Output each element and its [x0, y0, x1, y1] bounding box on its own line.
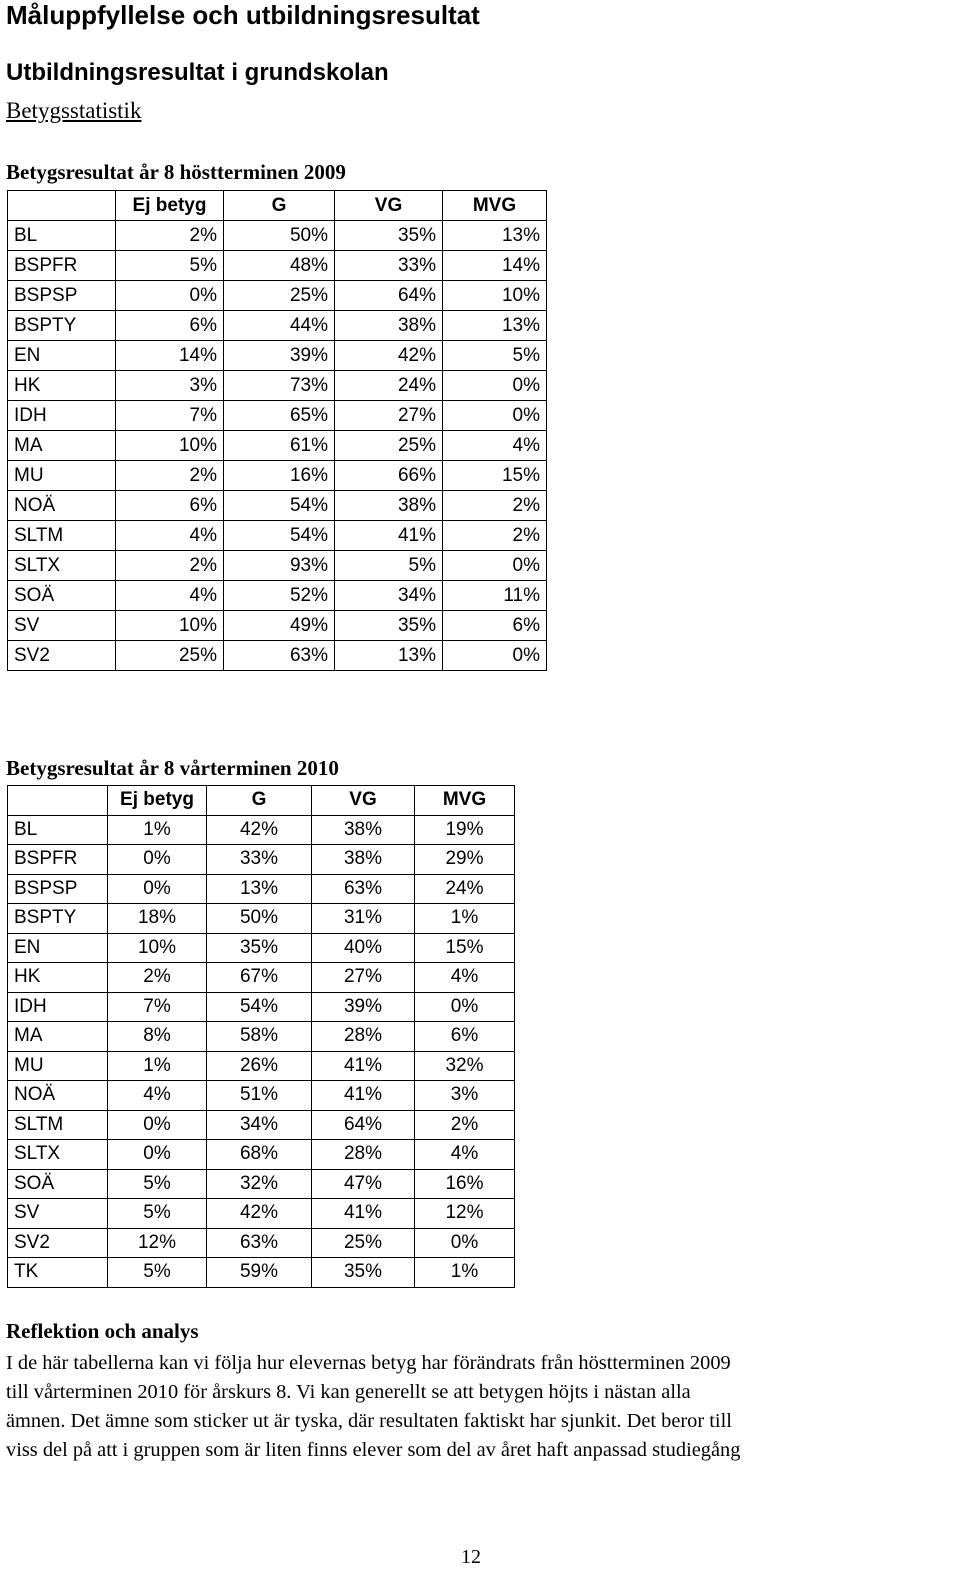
table-header-row [8, 786, 515, 816]
percent-cell: 7% [108, 992, 207, 1022]
percent-cell: 44% [224, 311, 335, 341]
subject-cell: SOÄ [8, 1169, 108, 1199]
table-row [8, 491, 547, 521]
percent-cell: 0% [443, 371, 547, 401]
table-row [8, 431, 547, 461]
table-row [8, 992, 515, 1022]
subject-cell: BSPTY [8, 311, 116, 341]
percent-cell: 10% [108, 933, 207, 963]
percent-cell: 32% [207, 1169, 312, 1199]
table-row [8, 461, 547, 491]
table-row [8, 221, 547, 251]
percent-cell: 50% [224, 221, 335, 251]
percent-cell: 19% [415, 815, 515, 845]
subject-cell: SLTX [8, 551, 116, 581]
subject-cell: BSPTY [8, 904, 108, 934]
percent-cell: 18% [108, 904, 207, 934]
percent-cell: 58% [207, 1022, 312, 1052]
table-row [8, 904, 515, 934]
percent-cell: 38% [335, 491, 443, 521]
percent-cell: 1% [108, 815, 207, 845]
table-row [8, 1110, 515, 1140]
subject-cell: SLTM [8, 521, 116, 551]
subject-cell: EN [8, 341, 116, 371]
header-cell-blank [8, 191, 116, 221]
percent-cell: 35% [335, 221, 443, 251]
table-row [8, 1228, 515, 1258]
table-row [8, 551, 547, 581]
percent-cell: 28% [312, 1022, 415, 1052]
percent-cell: 27% [312, 963, 415, 993]
percent-cell: 10% [116, 611, 224, 641]
percent-cell: 0% [108, 845, 207, 875]
percent-cell: 40% [312, 933, 415, 963]
percent-cell: 25% [224, 281, 335, 311]
percent-cell: 1% [108, 1051, 207, 1081]
table-caption-hostterminen: Betygsresultat år 8 höstterminen 2009 [6, 160, 346, 184]
percent-cell: 61% [224, 431, 335, 461]
paragraph-line: viss del på att i gruppen som är liten finns elever som del av året haft anpassad studiegång [6, 1439, 741, 1461]
table-row [8, 845, 515, 875]
subject-cell: SV2 [8, 641, 116, 671]
percent-cell: 7% [116, 401, 224, 431]
reflection-title: Reflektion och analys [6, 1319, 199, 1343]
subject-cell: SV2 [8, 1228, 108, 1258]
percent-cell: 6% [116, 491, 224, 521]
percent-cell: 41% [312, 1081, 415, 1111]
percent-cell: 25% [312, 1228, 415, 1258]
table-row [8, 311, 547, 341]
percent-cell: 29% [415, 845, 515, 875]
percent-cell: 35% [312, 1258, 415, 1288]
percent-cell: 15% [415, 933, 515, 963]
subheading: Utbildningsresultat i grundskolan [6, 59, 389, 86]
percent-cell: 66% [335, 461, 443, 491]
table-row [8, 521, 547, 551]
percent-cell: 5% [108, 1169, 207, 1199]
table-row [8, 933, 515, 963]
percent-cell: 15% [443, 461, 547, 491]
percent-cell: 2% [443, 491, 547, 521]
percent-cell: 10% [116, 431, 224, 461]
percent-cell: 39% [224, 341, 335, 371]
subject-cell: BL [8, 221, 116, 251]
percent-cell: 63% [224, 641, 335, 671]
percent-cell: 2% [116, 221, 224, 251]
subject-cell: SV [8, 611, 116, 641]
percent-cell: 48% [224, 251, 335, 281]
percent-cell: 41% [312, 1199, 415, 1229]
percent-cell: 38% [312, 845, 415, 875]
percent-cell: 4% [116, 581, 224, 611]
percent-cell: 13% [207, 874, 312, 904]
grades-table-varterminen [7, 785, 515, 1288]
percent-cell: 13% [335, 641, 443, 671]
page-heading: Måluppfyllelse och utbildningsresultat [6, 0, 480, 30]
percent-cell: 5% [443, 341, 547, 371]
subject-cell: HK [8, 963, 108, 993]
percent-cell: 73% [224, 371, 335, 401]
table-row [8, 874, 515, 904]
percent-cell: 63% [207, 1228, 312, 1258]
percent-cell: 25% [335, 431, 443, 461]
grades-table-hostterminen [7, 190, 547, 671]
percent-cell: 14% [443, 251, 547, 281]
table-row [8, 251, 547, 281]
reflection-paragraph [6, 1349, 956, 1465]
percent-cell: 6% [443, 611, 547, 641]
table-row [8, 581, 547, 611]
subject-cell: BL [8, 815, 108, 845]
paragraph-line: till vårterminen 2010 för årskurs 8. Vi kan generellt se att betygen höjts i nästan alla [6, 1381, 691, 1403]
percent-cell: 28% [312, 1140, 415, 1170]
table-row [8, 281, 547, 311]
subject-cell: TK [8, 1258, 108, 1288]
percent-cell: 4% [116, 521, 224, 551]
table-row [8, 1199, 515, 1229]
percent-cell: 42% [207, 815, 312, 845]
percent-cell: 0% [108, 1110, 207, 1140]
header-cell: G [207, 786, 312, 816]
table-row [8, 641, 547, 671]
percent-cell: 39% [312, 992, 415, 1022]
table-row [8, 815, 515, 845]
subject-cell: NOÄ [8, 491, 116, 521]
paragraph-line: ämnen. Det ämne som sticker ut är tyska, där resultaten faktiskt har sjunkit. Det beror till [6, 1410, 732, 1432]
percent-cell: 8% [108, 1022, 207, 1052]
percent-cell: 12% [108, 1228, 207, 1258]
subject-cell: IDH [8, 401, 116, 431]
percent-cell: 32% [415, 1051, 515, 1081]
table-row [8, 1051, 515, 1081]
percent-cell: 31% [312, 904, 415, 934]
paragraph-line: I de här tabellerna kan vi följa hur elevernas betyg har förändrats från höstterminen 2009 [6, 1352, 731, 1374]
percent-cell: 38% [335, 311, 443, 341]
percent-cell: 41% [312, 1051, 415, 1081]
percent-cell: 13% [443, 221, 547, 251]
percent-cell: 5% [108, 1258, 207, 1288]
percent-cell: 4% [415, 1140, 515, 1170]
percent-cell: 5% [116, 251, 224, 281]
subject-cell: SOÄ [8, 581, 116, 611]
percent-cell: 33% [335, 251, 443, 281]
percent-cell: 42% [335, 341, 443, 371]
percent-cell: 52% [224, 581, 335, 611]
percent-cell: 27% [335, 401, 443, 431]
table-row [8, 371, 547, 401]
page-number: 12 [461, 1546, 481, 1568]
header-cell: VG [335, 191, 443, 221]
percent-cell: 38% [312, 815, 415, 845]
percent-cell: 42% [207, 1199, 312, 1229]
percent-cell: 49% [224, 611, 335, 641]
percent-cell: 54% [224, 491, 335, 521]
subject-cell: HK [8, 371, 116, 401]
percent-cell: 5% [108, 1199, 207, 1229]
percent-cell: 6% [415, 1022, 515, 1052]
percent-cell: 12% [415, 1199, 515, 1229]
percent-cell: 4% [443, 431, 547, 461]
percent-cell: 50% [207, 904, 312, 934]
subject-cell: NOÄ [8, 1081, 108, 1111]
percent-cell: 59% [207, 1258, 312, 1288]
percent-cell: 2% [116, 461, 224, 491]
percent-cell: 2% [116, 551, 224, 581]
subject-cell: MU [8, 461, 116, 491]
percent-cell: 14% [116, 341, 224, 371]
table-header-row [8, 191, 547, 221]
percent-cell: 0% [443, 641, 547, 671]
table-row [8, 1022, 515, 1052]
header-cell-blank [8, 786, 108, 816]
table-row [8, 341, 547, 371]
percent-cell: 0% [415, 992, 515, 1022]
subject-cell: SLTM [8, 1110, 108, 1140]
subject-cell: SLTX [8, 1140, 108, 1170]
subject-cell: BSPSP [8, 874, 108, 904]
subject-cell: MU [8, 1051, 108, 1081]
percent-cell: 67% [207, 963, 312, 993]
header-cell: MVG [415, 786, 515, 816]
percent-cell: 13% [443, 311, 547, 341]
table-caption-varterminen: Betygsresultat år 8 vårterminen 2010 [6, 756, 339, 780]
subject-cell: BSPSP [8, 281, 116, 311]
subject-cell: SV [8, 1199, 108, 1229]
percent-cell: 11% [443, 581, 547, 611]
percent-cell: 41% [335, 521, 443, 551]
subject-cell: MA [8, 1022, 108, 1052]
percent-cell: 24% [415, 874, 515, 904]
percent-cell: 5% [335, 551, 443, 581]
percent-cell: 51% [207, 1081, 312, 1111]
header-cell: MVG [443, 191, 547, 221]
percent-cell: 33% [207, 845, 312, 875]
header-cell: Ej betyg [108, 786, 207, 816]
table-row [8, 1169, 515, 1199]
percent-cell: 1% [415, 904, 515, 934]
percent-cell: 10% [443, 281, 547, 311]
table-row [8, 1140, 515, 1170]
percent-cell: 2% [443, 521, 547, 551]
percent-cell: 4% [108, 1081, 207, 1111]
percent-cell: 25% [116, 641, 224, 671]
subject-cell: BSPFR [8, 845, 108, 875]
percent-cell: 93% [224, 551, 335, 581]
subject-cell: BSPFR [8, 251, 116, 281]
table-row [8, 611, 547, 641]
percent-cell: 26% [207, 1051, 312, 1081]
percent-cell: 1% [415, 1258, 515, 1288]
percent-cell: 16% [415, 1169, 515, 1199]
percent-cell: 16% [224, 461, 335, 491]
percent-cell: 3% [415, 1081, 515, 1111]
percent-cell: 35% [207, 933, 312, 963]
percent-cell: 2% [108, 963, 207, 993]
percent-cell: 0% [443, 401, 547, 431]
section-title: Betygsstatistik [6, 98, 142, 123]
header-cell: Ej betyg [116, 191, 224, 221]
percent-cell: 64% [312, 1110, 415, 1140]
table-row [8, 963, 515, 993]
percent-cell: 64% [335, 281, 443, 311]
percent-cell: 4% [415, 963, 515, 993]
percent-cell: 0% [108, 874, 207, 904]
percent-cell: 63% [312, 874, 415, 904]
percent-cell: 0% [116, 281, 224, 311]
table-row [8, 401, 547, 431]
percent-cell: 3% [116, 371, 224, 401]
percent-cell: 68% [207, 1140, 312, 1170]
percent-cell: 6% [116, 311, 224, 341]
table-row [8, 1258, 515, 1288]
percent-cell: 2% [415, 1110, 515, 1140]
subject-cell: IDH [8, 992, 108, 1022]
percent-cell: 34% [207, 1110, 312, 1140]
percent-cell: 65% [224, 401, 335, 431]
subject-cell: MA [8, 431, 116, 461]
percent-cell: 34% [335, 581, 443, 611]
percent-cell: 0% [415, 1228, 515, 1258]
percent-cell: 0% [108, 1140, 207, 1170]
table-row [8, 1081, 515, 1111]
percent-cell: 24% [335, 371, 443, 401]
subject-cell: EN [8, 933, 108, 963]
percent-cell: 47% [312, 1169, 415, 1199]
percent-cell: 0% [443, 551, 547, 581]
header-cell: G [224, 191, 335, 221]
percent-cell: 54% [224, 521, 335, 551]
percent-cell: 35% [335, 611, 443, 641]
header-cell: VG [312, 786, 415, 816]
percent-cell: 54% [207, 992, 312, 1022]
